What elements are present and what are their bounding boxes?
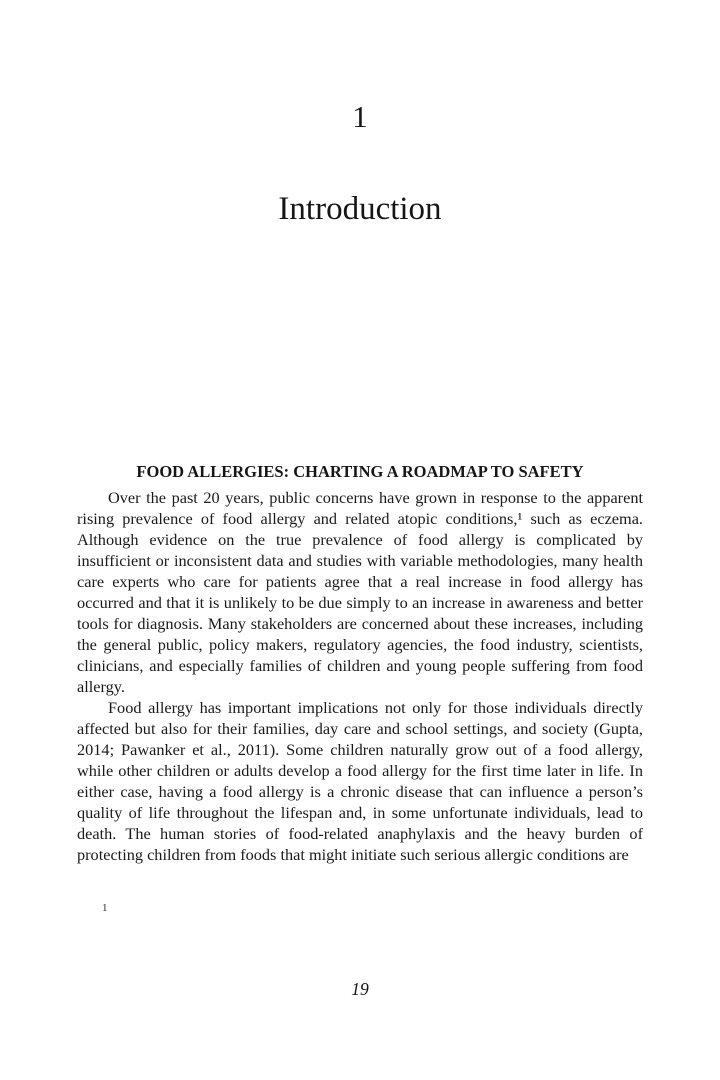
paragraph-2: Food allergy has important implications not only for those individuals directly affected but also for their families, day care and school settings, and society (Gupta, 2014; Pawanker et al., 2011). Some children naturally grow out of a food allergy, while other children or adults develop a food allergy for the first time later in life. In either case, having a food allergy is a chronic disease that can influence a person’s quality of life throughout the lifespan and, in some unfortunate individuals, lead to death. The human stories of food-related anaphylaxis and the heavy burden of protecting children from foods that might initiate such serious allergic conditions are (77, 698, 643, 864)
paragraph-1: Over the past 20 years, public concerns have grown in response to the apparent rising prevalence of food allergy and related atopic conditions,¹ such as eczema. Although evidence on the true prevalence of food allergy is complicated by insufficient or inconsistent data and studies with variable methodologies, many health care experts who care for patients agree that a real increase in food allergy has occurred and that it is unlikely to be due simply to an increase in awareness and better tools for diagnosis. Many stakeholders are concerned about these increases, including the general public, policy makers, regulatory agencies, the food industry, scientists, clinicians, and especially families of children and young people suffering from food allergy. (77, 488, 643, 696)
chapter-number: 1 (352, 99, 368, 134)
chapter-title: Introduction (278, 191, 442, 227)
footnote-marker: 1 (102, 902, 108, 914)
section-heading: FOOD ALLERGIES: CHARTING A ROADMAP TO SAFETY (136, 462, 584, 481)
body-text (77, 487, 643, 865)
page-number: 19 (351, 979, 369, 999)
